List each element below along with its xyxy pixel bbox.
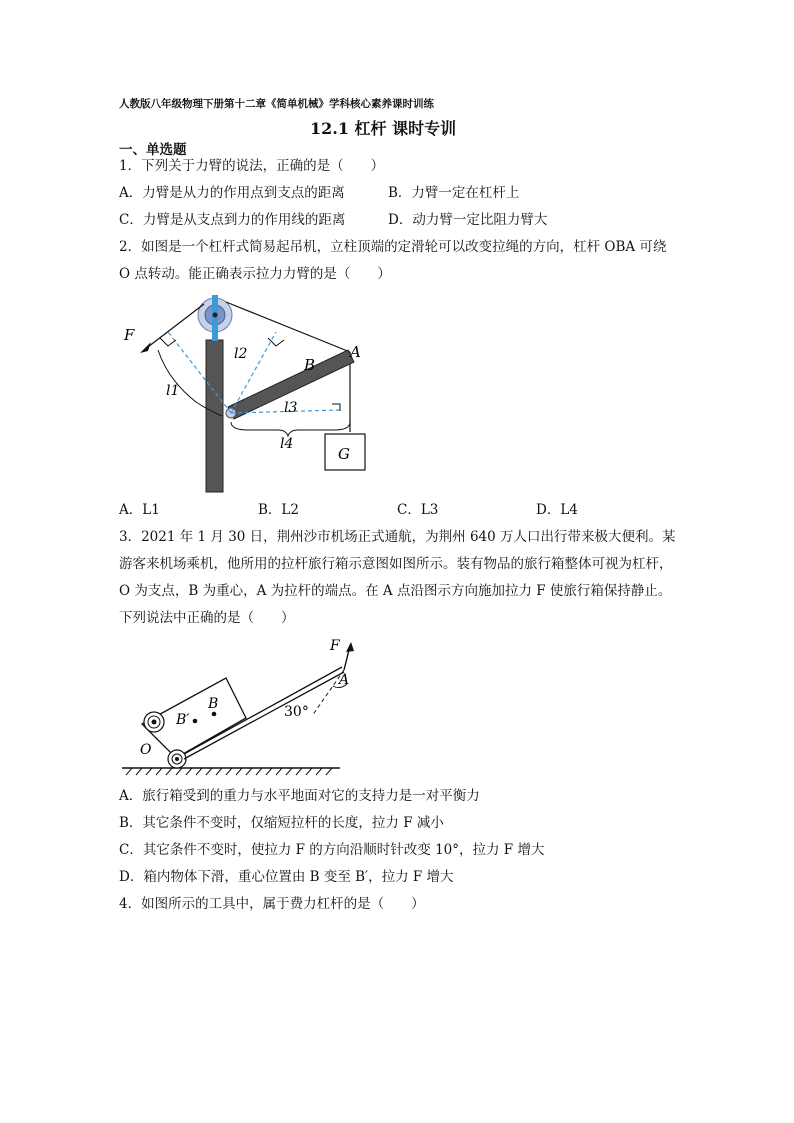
q2-option-b[interactable]: B．L2 xyxy=(258,502,299,518)
label-f: F xyxy=(124,326,135,344)
q3-option-a[interactable]: A．旅行箱受到的重力与水平地面对它的支持力是一对平衡力 xyxy=(119,788,480,804)
pole xyxy=(206,340,223,492)
q1-option-a[interactable]: A．力臂是从力的作用点到支点的距离 xyxy=(119,185,345,201)
q3-stem-line2: 游客来机场乘机，他所用的拉杆旅行箱示意图如图所示。装有物品的旅行箱整体可视为杠杆， xyxy=(119,556,673,572)
q3-stem-line4: 下列说法中正确的是（ ） xyxy=(119,610,295,626)
q3-luggage-figure xyxy=(118,632,368,777)
pulley-bracket xyxy=(212,295,218,341)
q1-option-c[interactable]: C．力臂是从支点到力的作用线的距离 xyxy=(119,212,346,228)
label-g: G xyxy=(338,445,350,463)
force-f-arrowhead xyxy=(346,642,354,652)
force-f-line xyxy=(144,304,204,350)
q3-option-c[interactable]: C．其它条件不变时，使拉力 F 的方向沿顺时针改变 10°，拉力 F 增大 xyxy=(119,842,545,858)
page-title: 12.1 杠杆 课时专训 xyxy=(310,119,457,138)
label-b: B xyxy=(208,696,219,712)
q3-option-b[interactable]: B．其它条件不变时，仅缩短拉杆的长度，拉力 F 减小 xyxy=(119,815,444,831)
label-b: B xyxy=(304,356,316,374)
q1-option-d[interactable]: D．动力臂一定比阻力臂大 xyxy=(388,212,548,228)
label-b-prime: B′ xyxy=(176,712,190,728)
force-f-arrowhead xyxy=(140,342,151,353)
wheel-bottom-hub xyxy=(175,757,179,761)
q1-stem: 1．下列关于力臂的说法，正确的是（ ） xyxy=(119,158,385,174)
label-angle: 30° xyxy=(284,704,309,720)
q2-stem-line2: O 点转动。能正确表示拉力力臂的是（ ） xyxy=(119,266,391,282)
label-a: A xyxy=(350,343,361,361)
label-l1: l1 xyxy=(166,383,180,399)
q2-stem-line1: 2．如图是一个杠杆式简易起吊机，立柱顶端的定滑轮可以改变拉绳的方向，杠杆 OBA 可绕 xyxy=(119,239,667,255)
label-l3: l3 xyxy=(284,400,298,416)
q3-stem-line3: O 为支点，B 为重心，A 为拉杆的端点。在 A 点沿图示方向施加拉力 F 使旅行箱保持静止。 xyxy=(119,583,672,599)
pulley-axle xyxy=(213,313,218,318)
wheel-top-hub xyxy=(152,720,157,725)
label-f: F xyxy=(330,638,340,654)
q1-option-b[interactable]: B．力臂一定在杠杆上 xyxy=(388,185,520,201)
point-b-prime xyxy=(193,719,198,724)
section-heading: 一、单选题 xyxy=(119,142,187,158)
label-o: O xyxy=(140,742,152,758)
rope-to-a xyxy=(226,302,350,352)
right-angle-mark-2 xyxy=(268,338,284,346)
q2-crane-figure xyxy=(118,290,378,495)
header-subtitle: 人教版八年级物理下册第十二章《简单机械》学科核心素养课时训练 xyxy=(119,98,434,110)
q2-option-c[interactable]: C．L3 xyxy=(397,502,439,518)
q2-option-a[interactable]: A．L1 xyxy=(119,502,160,518)
q2-option-d[interactable]: D．L4 xyxy=(536,502,578,518)
ground-hatch xyxy=(126,768,332,775)
label-l4: l4 xyxy=(280,436,294,452)
q4-stem: 4．如图所示的工具中，属于费力杠杆的是（ ） xyxy=(119,896,425,912)
q3-option-d[interactable]: D．箱内物体下滑，重心位置由 B 变至 B′，拉力 F 增大 xyxy=(119,869,454,885)
label-a: A xyxy=(339,672,350,688)
q3-stem-line1: 3．2021 年 1 月 30 日，荆州沙市机场正式通航，为荆州 640 万人口出行带来极大便利。某 xyxy=(119,529,676,545)
point-b xyxy=(212,712,217,717)
label-l2: l2 xyxy=(234,346,248,362)
